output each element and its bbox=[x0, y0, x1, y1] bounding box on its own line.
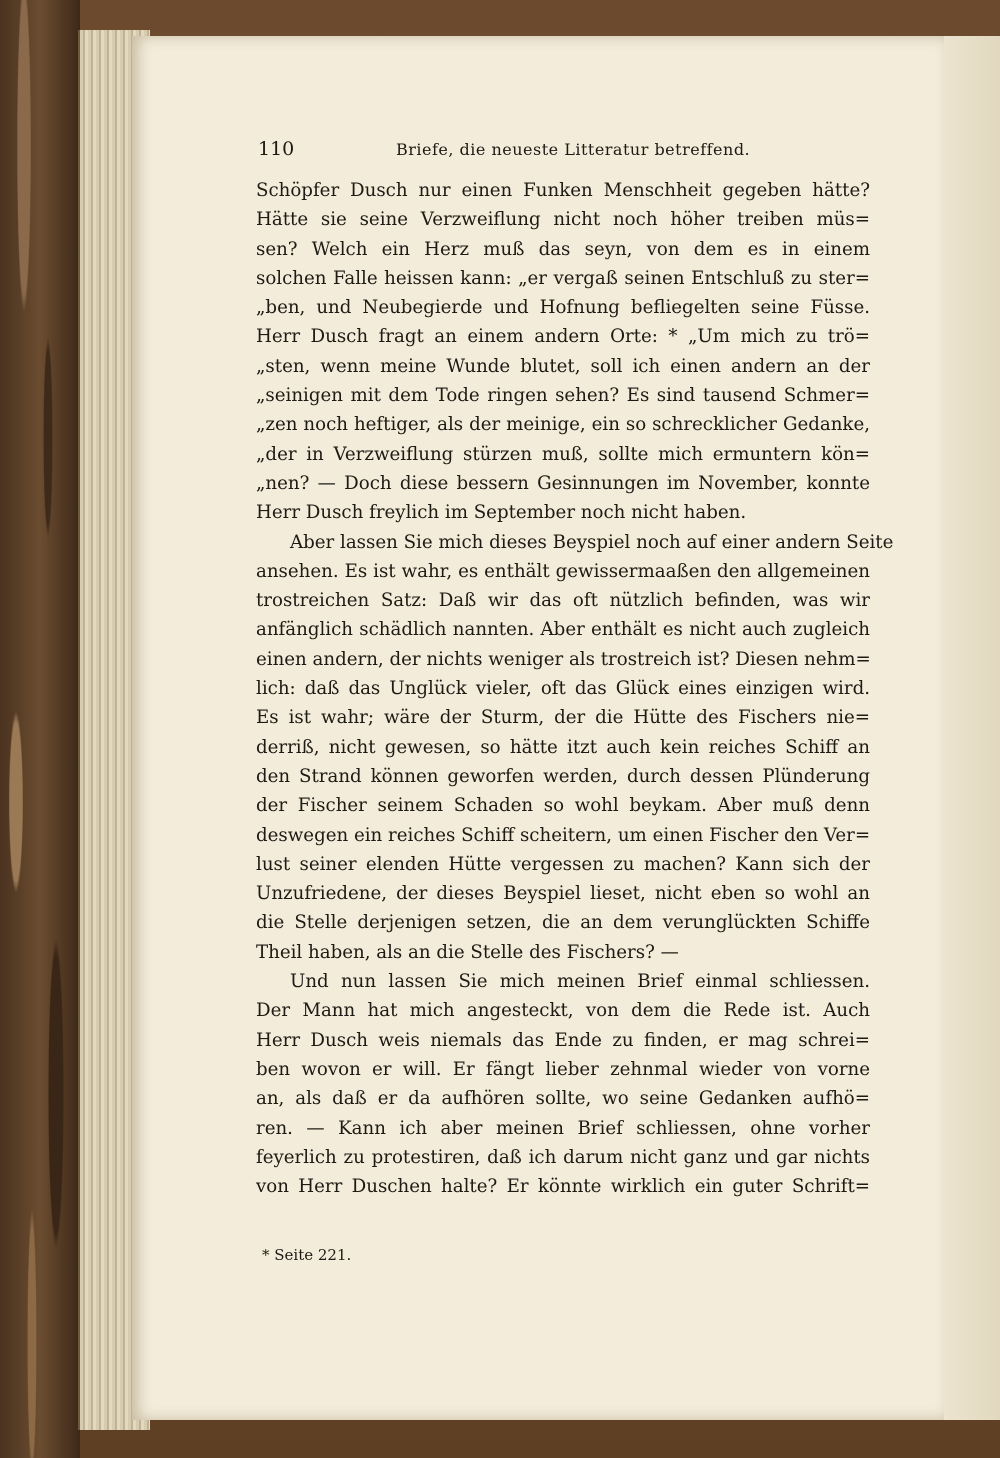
body-text bbox=[256, 176, 894, 1201]
text-line: von Herr Duschen halte? Er könnte wirklich ein guter Schrift= bbox=[256, 1176, 870, 1198]
text-line: einen andern, der nichts weniger als trostreich ist? Diesen nehm= bbox=[256, 648, 871, 670]
text-line: lich: daß das Unglück vieler, oft das Glück eines einzigen wird. bbox=[256, 678, 870, 700]
footnote: * Seite 221. bbox=[262, 1246, 352, 1264]
text-line: anfänglich schädlich nannten. Aber enthält es nicht auch zugleich bbox=[256, 619, 870, 641]
text-line: an, als daß er da aufhören sollte, wo seine Gedanken aufhö= bbox=[256, 1088, 870, 1110]
marbled-cover-edge bbox=[0, 0, 80, 1458]
text-line: „zen noch heftiger, als der meinige, ein so schrecklicher Gedanke, bbox=[256, 414, 870, 436]
text-line: Schöpfer Dusch nur einen Funken Menschheit gegeben hätte? bbox=[256, 180, 870, 201]
page-header bbox=[258, 138, 868, 168]
text-line: trostreichen Satz: Daß wir das oft nützlich befinden, was wir bbox=[256, 590, 870, 612]
text-line: sen? Welch ein Herz muß das seyn, von dem es in einem bbox=[256, 238, 870, 260]
text-line: deswegen ein reiches Schiff scheitern, um einen Fischer den Ver= bbox=[256, 824, 871, 846]
text-line: ben wovon er will. Er fängt lieber zehnmal wieder von vorne bbox=[256, 1058, 870, 1080]
text-line: Aber lassen Sie mich dieses Beyspiel noch auf einer andern Seite bbox=[290, 531, 894, 553]
text-line: die Stelle derjenigen setzen, die an dem verunglückten Schiffe bbox=[256, 912, 870, 934]
text-line: „seinigen mit dem Tode ringen sehen? Es sind tausend Schmer= bbox=[256, 385, 870, 407]
text-line: Herr Dusch weis niemals das Ende zu finden, er mag schrei= bbox=[256, 1029, 870, 1051]
text-line: ansehen. Es ist wahr, es enthält gewissermaaßen den allgemeinen bbox=[256, 560, 870, 582]
text-line: „ben, und Neubegierde und Hofnung befliegelten seine Füsse. bbox=[256, 297, 870, 319]
text-line: Und nun lassen Sie mich meinen Brief einmal schliessen. bbox=[290, 971, 870, 993]
text-line: den Strand können geworfen werden, durch dessen Plünderung bbox=[256, 765, 870, 787]
text-line: Herr Dusch fragt an einem andern Orte: * „Um mich zu trö= bbox=[256, 326, 870, 348]
text-line: Theil haben, als an die Stelle des Fischers? — bbox=[256, 941, 679, 963]
text-line: Hätte sie seine Verzweiflung nicht noch höher treiben müs= bbox=[256, 209, 870, 231]
text-line: „der in Verzweiflung stürzen muß, sollte mich ermuntern kön= bbox=[256, 443, 870, 465]
text-line: der Fischer seinem Schaden so wohl beykam. Aber muß denn bbox=[256, 795, 870, 817]
text-line: solchen Falle heissen kann: „er vergaß seinen Entschluß zu ster= bbox=[256, 267, 870, 289]
text-line: Der Mann hat mich angesteckt, von dem die Rede ist. Auch bbox=[256, 1000, 870, 1022]
text-line: ren. — Kann ich aber meinen Brief schliessen, ohne vorher bbox=[256, 1117, 870, 1139]
text-line: feyerlich zu protestiren, daß ich darum nicht ganz und gar nichts bbox=[256, 1146, 870, 1168]
text-line: Unzufriedene, der dieses Beyspiel lieset, nicht eben so wohl an bbox=[256, 883, 870, 905]
text-line: Herr Dusch freylich im September noch nicht haben. bbox=[256, 502, 747, 524]
text-line: lust seiner elenden Hütte vergessen zu machen? Kann sich der bbox=[256, 853, 870, 875]
text-line: Es ist wahr; wäre der Sturm, der die Hütte des Fischers nie= bbox=[256, 707, 870, 729]
text-line: „nen? — Doch diese bessern Gesinnungen im November, konnte bbox=[256, 472, 870, 494]
text-line: derriß, nicht gewesen, so hätte itzt auch kein reiches Schiff an bbox=[256, 736, 870, 758]
page-number: 110 bbox=[258, 138, 295, 160]
text-line: „sten, wenn meine Wunde blutet, soll ich einen andern an der bbox=[256, 355, 870, 377]
running-head: Briefe, die neueste Litteratur betreffend. bbox=[396, 140, 751, 159]
page-right-margin bbox=[944, 36, 1000, 1420]
